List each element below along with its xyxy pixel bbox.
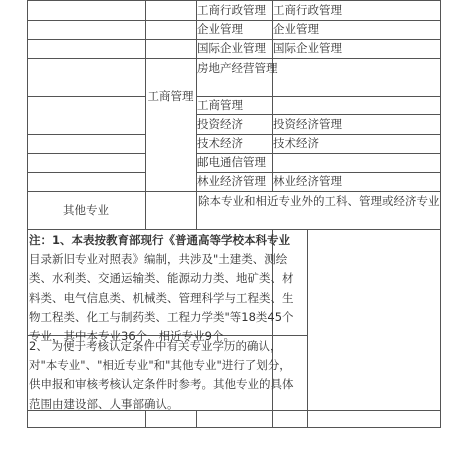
equivalent-cell: 工商行政管理 [273,3,342,17]
col-rule [145,0,146,229]
note-line: 范围由建设部、人事部确认。 [29,396,179,411]
equivalent-cell: 林业经济管理 [273,174,342,188]
note-line: 物工程类、化工与制药类、工程力学类"等18类45个 [29,309,294,324]
note-line: 2、 为便于考核认定条件中有关专业学历的确认， [29,339,282,353]
row-rule [27,153,145,154]
equivalent-cell: 国际企业管理 [273,41,342,55]
note-line: 对"本专业"、"相近专业"和"其他专业"进行了划分， [29,358,291,373]
row-rule [27,427,440,428]
major-cell: 技术经济 [197,136,243,150]
note-line: 专业，其中本专业36个，相近专业9个。 [29,329,235,344]
note-line: 供申报和审核考核认定条件时参考。其他专业的具体 [29,377,294,392]
major-cell: 邮电通信管理 [197,155,266,169]
equivalent-cell: 投资经济管理 [273,117,342,131]
major-cell: 企业管理 [197,22,243,36]
note-line: 类、水利类、交通运输类、能源动力类、地矿类、材 [29,271,294,286]
major-cell: 投资经济 [197,117,243,131]
note-line: 注：1、本表按教育部现行《普通高等学校本科专业 [29,233,290,247]
row-rule [27,229,440,230]
major-cell: 工商行政管理 [197,3,266,17]
equivalent-cell: 技术经济 [273,136,319,150]
row-rule [27,96,145,97]
note-line: 料类、电气信息类、机械类、管理科学与工程类、生 [29,290,294,305]
note-1 [29,231,294,346]
other-major-label: 其他专业 [63,203,109,217]
row-rule [27,134,145,135]
note-2 [29,337,294,414]
col-rule [307,229,308,428]
major-cell: 工商管理 [197,98,243,112]
row-rule [27,172,145,173]
major-cell: 房地产经营管理 [197,61,278,75]
equivalent-cell: 企业管理 [273,22,319,36]
col-rule [440,0,441,428]
note-line: 目录新旧专业对照表》编制，共涉及"土建类、测绘 [29,252,288,267]
major-cell: 国际企业管理 [197,41,266,55]
major-group-cell: 工商管理 [147,89,194,103]
other-major-description: 除本专业和相近专业外的工科、管理或经济专业 [198,194,440,208]
major-cell: 林业经济管理 [197,174,266,188]
